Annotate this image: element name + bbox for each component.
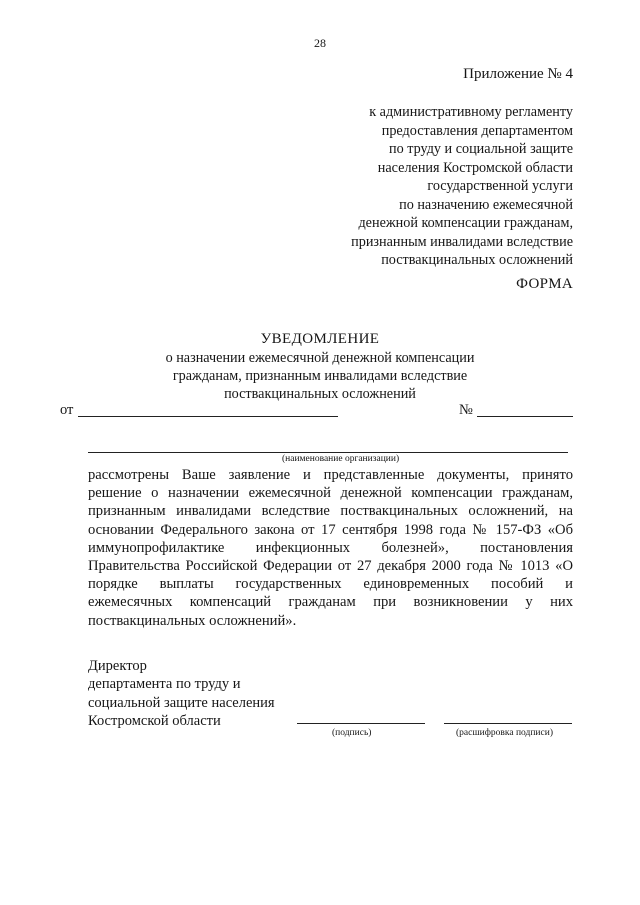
signature-decode-blank-line bbox=[444, 723, 572, 724]
signature-decode-caption: (расшифровка подписи) bbox=[456, 728, 553, 738]
appendix-line: по назначению ежемесячной bbox=[399, 196, 573, 213]
body-line: рассмотрены Ваше заявление и представленные документы, принято bbox=[88, 467, 573, 483]
appendix-line: поствакцинальных осложнений bbox=[381, 252, 573, 268]
appendix-line: к административному регламенту bbox=[369, 104, 573, 120]
signatory-line: Директор bbox=[88, 658, 147, 674]
signatory-line: социальной защите населения bbox=[88, 694, 275, 711]
appendix-line: по труду и социальной защите bbox=[388, 141, 573, 157]
body-line: Правительства Российской Федерации от 27 декабря 2000 года № 1013 «О bbox=[88, 558, 573, 575]
body-line: поствакцинальных осложнений». bbox=[88, 612, 297, 629]
from-label: от bbox=[60, 402, 74, 418]
notice-subtitle-line: гражданам, признанным инвалидами вследствие bbox=[172, 368, 468, 384]
body-line: иммунопрофилактике инфекционных болезней», постановления bbox=[88, 539, 573, 556]
signature-blank-line bbox=[297, 723, 425, 724]
signatory-line: Костромской области bbox=[88, 712, 221, 729]
date-blank-line bbox=[78, 416, 338, 417]
notice-title: УВЕДОМЛЕНИЕ bbox=[260, 331, 380, 347]
appendix-line: предоставления департаментом bbox=[381, 122, 573, 139]
number-blank-line bbox=[477, 416, 573, 417]
number-label: № bbox=[459, 402, 473, 418]
appendix-description bbox=[351, 103, 573, 270]
signature-caption: (подпись) bbox=[332, 728, 372, 738]
notice-body bbox=[88, 466, 573, 630]
notice-subtitle bbox=[0, 349, 640, 403]
notice-subtitle-line: о назначении ежемесячной денежной компенсации bbox=[165, 350, 475, 366]
organization-blank-line bbox=[88, 452, 568, 453]
body-line: признанным инвалидами вследствие поствакцинальных осложнений, на bbox=[88, 503, 573, 520]
body-line: ежемесячных компенсаций гражданам при возникновении у них bbox=[88, 594, 573, 611]
organization-caption: (наименование организации) bbox=[282, 454, 400, 464]
appendix-line: денежной компенсации гражданам, bbox=[358, 215, 573, 231]
body-line: порядке выплаты государственных единовременных пособий и bbox=[88, 576, 573, 593]
signatory-title bbox=[88, 657, 275, 730]
notice-subtitle-line: поствакцинальных осложнений bbox=[224, 386, 416, 402]
page-number: 28 bbox=[314, 36, 326, 50]
appendix-line: признанным инвалидами вследствие bbox=[351, 233, 573, 250]
appendix-line: населения Костромской области bbox=[377, 159, 573, 176]
body-line: основании Федерального закона от 17 сентября 1998 года № 157-ФЗ «Об bbox=[88, 521, 573, 538]
appendix-line: государственной услуги bbox=[427, 178, 573, 194]
appendix-title: Приложение № 4 bbox=[463, 66, 573, 82]
body-line: решение о назначении ежемесячной денежной компенсации гражданам, bbox=[88, 485, 573, 502]
signatory-line: департамента по труду и bbox=[88, 676, 241, 693]
form-label: ФОРМА bbox=[516, 276, 573, 292]
